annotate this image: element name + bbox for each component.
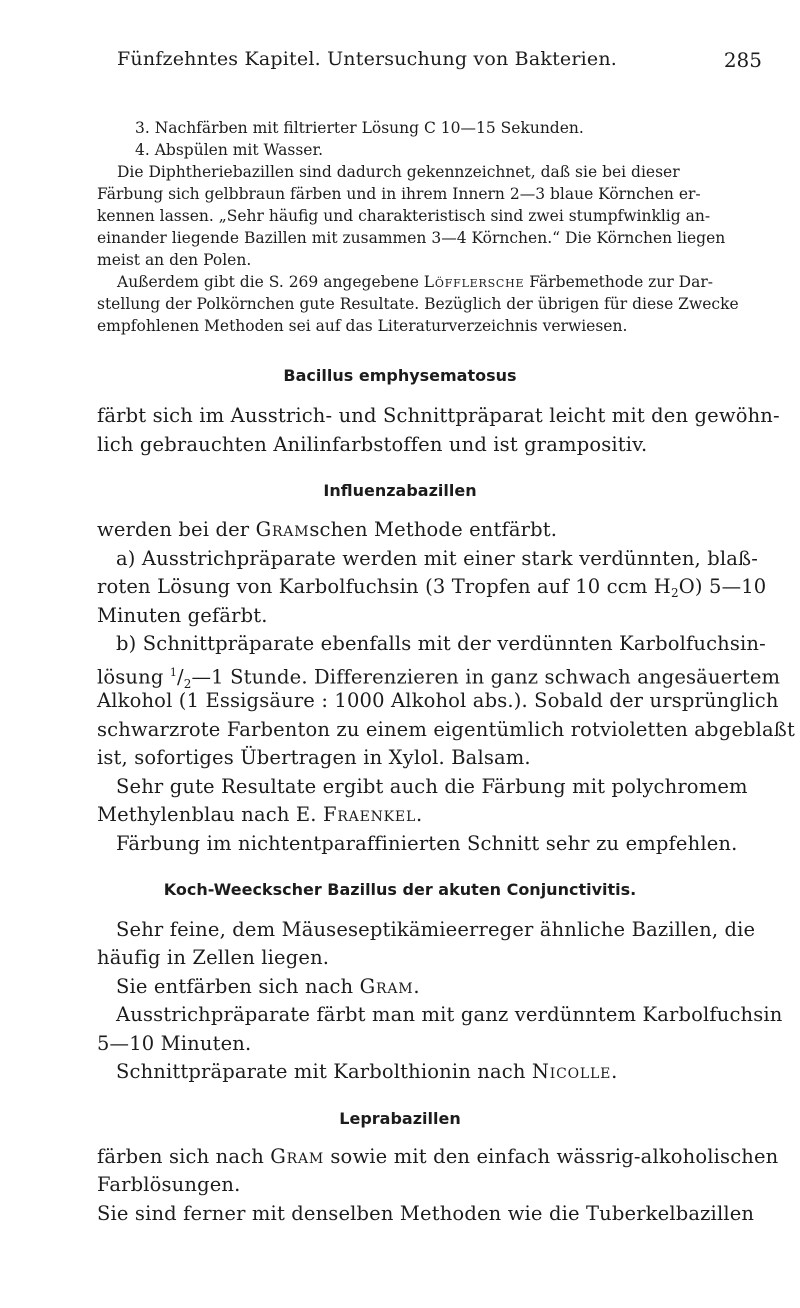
text-segment: —1 Stunde. Differenzieren in ganz schwach angesäuertem <box>191 665 781 689</box>
section-heading: Influenzabazillen <box>323 481 477 500</box>
text-segment: . <box>611 1060 618 1083</box>
author-name: Nicolle <box>531 1060 612 1083</box>
fraction-numerator: 1 <box>169 666 177 679</box>
paragraph-line <box>97 801 422 830</box>
paragraph-line: stellung der Polkörnchen gute Resultate. Bezüglich der übrigen für diese Zwecke <box>97 295 739 313</box>
paragraph-line: empfohlenen Methoden sei auf das Literaturverzeichnis verwiesen. <box>97 317 628 335</box>
text-segment: . <box>416 803 423 826</box>
text-segment: Färbemethode zur Dar- <box>524 273 713 291</box>
text-segment: färben sich nach <box>97 1145 271 1168</box>
text-segment: werden bei der <box>97 518 256 541</box>
author-name: Fraenkel <box>323 803 417 826</box>
paragraph-line: meist an den Polen. <box>97 251 252 269</box>
text-segment: sowie mit den einfach wässrig-alkoholischen <box>324 1145 779 1168</box>
paragraph-line: b) Schnittpräparate ebenfalls mit der verdünnten Karbolfuchsin- <box>116 632 766 655</box>
text-segment: Außerdem gibt die S. 269 angegebene <box>117 273 424 291</box>
paragraph-line: Sehr gute Resultate ergibt auch die Färbung mit polychromem <box>116 775 748 798</box>
paragraph-line: färbt sich im Ausstrich- und Schnittpräparat leicht mit den gewöhn- <box>97 404 780 427</box>
paragraph-line: a) Ausstrichpräparate werden mit einer stark verdünnten, blaß- <box>116 547 758 570</box>
paragraph-line: Alkohol (1 Essigsäure : 1000 Alkohol abs.). Sobald der ursprünglich <box>97 689 779 712</box>
paragraph-line: lich gebrauchten Anilinfarbstoffen und ist grampositiv. <box>97 433 648 456</box>
paragraph-line: Färbung im nichtentparaffinierten Schnitt sehr zu empfehlen. <box>116 832 738 855</box>
paragraph-line: schwarzrote Farbenton zu einem eigentümlich rotvioletten abgeblaßt <box>97 718 795 741</box>
text-segment: Sie entfärben sich nach <box>116 975 360 998</box>
text-segment: Methylenblau nach E. <box>97 803 324 826</box>
step-3: 3. Nachfärben mit filtrierter Lösung C 10—15 Sekunden. <box>135 119 584 137</box>
author-name: Löfflersche <box>423 273 525 291</box>
fraction-denominator: 2 <box>183 676 192 691</box>
paragraph-line: Sie sind ferner mit denselben Methoden wie die Tuberkelbazillen <box>97 1202 755 1225</box>
paragraph-line: Farblösungen. <box>97 1173 241 1196</box>
author-name: Gram <box>270 1145 325 1168</box>
paragraph-line <box>116 973 420 1002</box>
paragraph-line: Färbung sich gelbbraun färben und in ihrem Innern 2—3 blaue Körnchen er- <box>97 185 701 203</box>
subscript: 2 <box>670 586 679 600</box>
paragraph-line: häufig in Zellen liegen. <box>97 946 330 969</box>
page-number: 285 <box>723 48 762 72</box>
text-segment: lösung <box>97 665 170 689</box>
step-4: 4. Abspülen mit Wasser. <box>135 141 324 159</box>
author-name: Gram <box>255 518 310 541</box>
paragraph-line <box>97 1143 778 1172</box>
paragraph-line: kennen lassen. „Sehr häufig und charakteristisch sind zwei stumpfwinklig an- <box>97 207 711 225</box>
running-title: Fünfzehntes Kapitel. Untersuchung von Bakterien. <box>117 48 618 70</box>
section-heading: Koch-Weeckscher Bazillus der akuten Conjunctivitis. <box>163 880 637 899</box>
text-segment: Schnittpräparate mit Karbolthionin nach <box>116 1060 532 1083</box>
paragraph-line <box>97 516 557 545</box>
paragraph-line <box>116 1058 617 1087</box>
text-segment: schen Methode entfärbt. <box>309 518 558 541</box>
section-heading: Bacillus emphysematosus <box>283 366 517 385</box>
fraction-slash: / <box>177 665 184 689</box>
paragraph-line: 5—10 Minuten. <box>97 1032 252 1055</box>
paragraph-line: ist, sofortiges Übertragen in Xylol. Balsam. <box>97 746 531 769</box>
section-heading: Leprabazillen <box>339 1109 461 1128</box>
paragraph-line: Sehr feine, dem Mäuseseptikämieerreger ähnliche Bazillen, die <box>116 918 756 941</box>
paragraph-line: Minuten gefärbt. <box>97 604 268 627</box>
author-name: Gram <box>359 975 414 998</box>
running-header <box>0 48 800 80</box>
text-segment: roten Lösung von Karbolfuchsin (3 Tropfen auf 10 ccm H <box>97 575 671 598</box>
paragraph-line: Ausstrichpräparate färbt man mit ganz verdünntem Karbolfuchsin <box>116 1003 783 1026</box>
paragraph-line: Die Diphtheriebazillen sind dadurch gekennzeichnet, daß sie bei dieser <box>117 163 680 181</box>
paragraph-line: einander liegende Bazillen mit zusammen 3—4 Körnchen.“ Die Körnchen liegen <box>97 229 726 247</box>
paragraph-line <box>117 271 713 293</box>
paragraph-line <box>97 573 766 604</box>
text-segment: . <box>413 975 420 998</box>
text-segment: O) 5—10 <box>678 575 767 598</box>
